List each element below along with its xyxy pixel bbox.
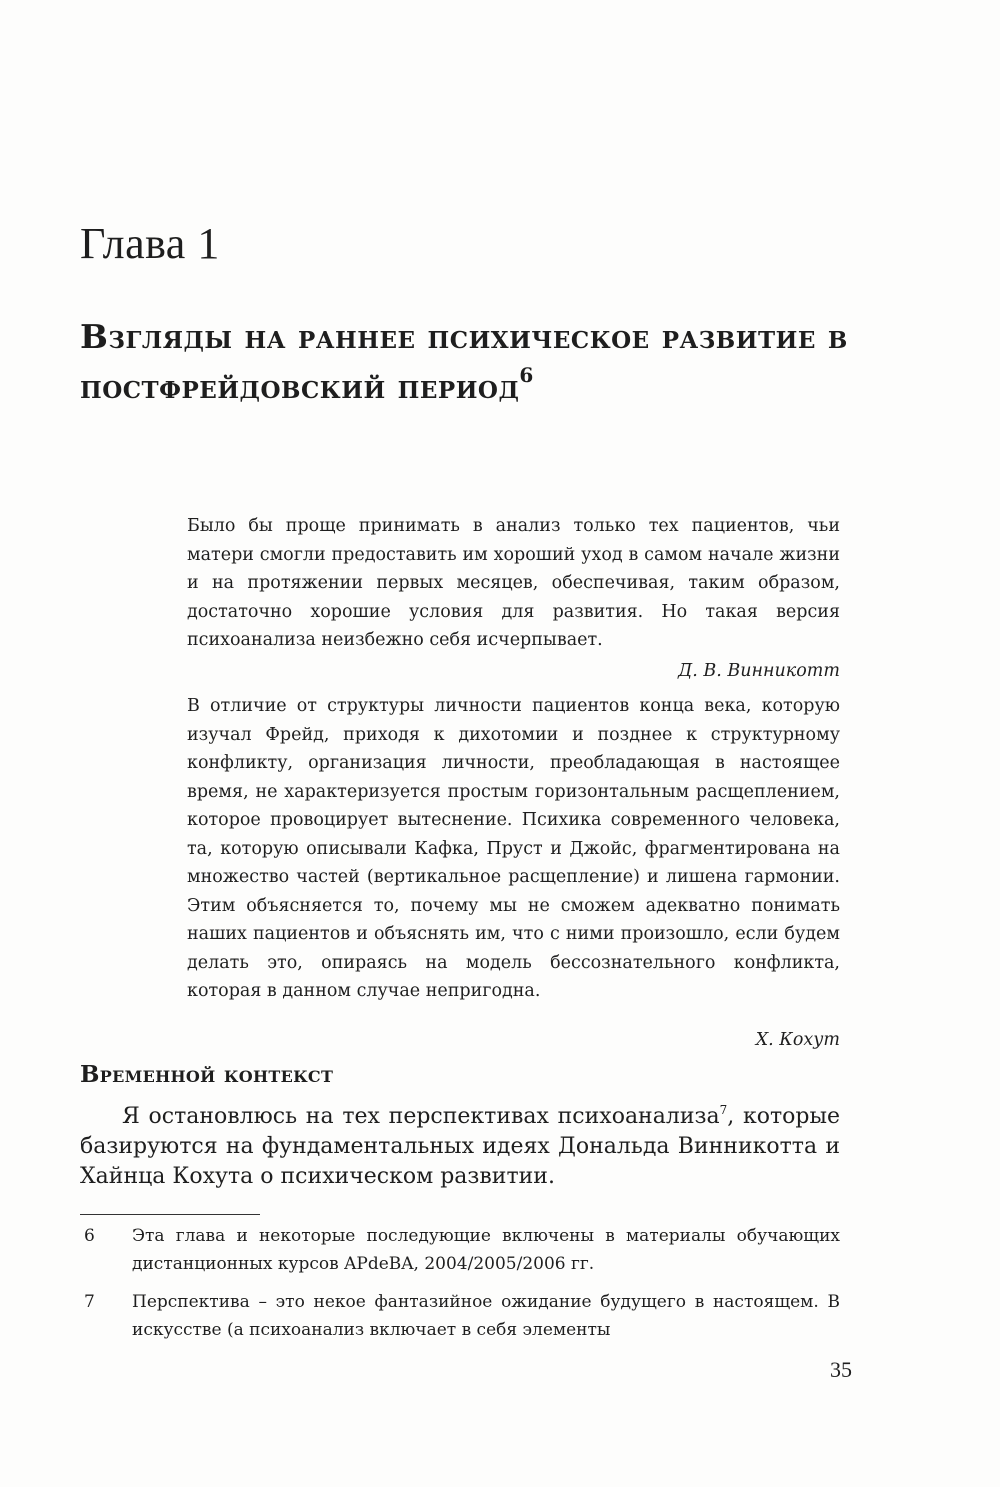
chapter-label: Глава 1 bbox=[80, 219, 220, 268]
footnote-number: 7 bbox=[84, 1292, 95, 1312]
footnote-text: Эта глава и некоторые последующие включены в материалы обучающих дистанционных курсов APdeBA, 2004/2005/2006 гг. bbox=[132, 1226, 840, 1274]
epigraph-winnicott: Было бы проще принимать в анализ только тех пациентов, чьи матери смогли предоставить им хороший уход в самом начале жизни и на протяжении первых месяцев, обеспечивая, таким образом, достаточно хорошие условия для развития. Но такая версия психоанализа неизбежно себя исчерпывает. bbox=[187, 516, 840, 650]
chapter-title-text: Взгляды на раннее психическое развитие в постфрейдовский период bbox=[80, 317, 848, 406]
body-footnote-ref[interactable]: 7 bbox=[719, 1103, 728, 1117]
section-heading: Временной контекст bbox=[80, 1061, 334, 1088]
chapter-title bbox=[80, 312, 900, 412]
body-paragraph-start: Я остановлюсь на тех перспективах психоанализа bbox=[122, 1104, 720, 1129]
footnote-6 bbox=[80, 1222, 840, 1278]
footnote-divider bbox=[80, 1214, 260, 1215]
body-paragraph bbox=[80, 1102, 840, 1192]
body-paragraph-end: , которые базируются на фундаментальных идеях Дональда Винникотта и Хайнца Кохута о психическом развитии. bbox=[80, 1104, 840, 1189]
chapter-title-footnote-ref[interactable]: 6 bbox=[519, 363, 534, 387]
footnote-text: Перспектива – это некое фантазийное ожидание будущего в настоящем. В искусстве (а психоанализ включает в себя элементы bbox=[132, 1292, 840, 1340]
epigraph-winnicott-author: Д. В. Винникотт bbox=[678, 661, 840, 681]
footnote-number: 6 bbox=[84, 1226, 95, 1246]
footnote-7 bbox=[80, 1288, 840, 1344]
epigraph-kohut: В отличие от структуры личности пациентов конца века, которую изучал Фрейд, приходя к дихотомии и позднее к структурному конфликту, организация личности, преобладающая в настоящее время, не характеризуется простым горизонтальным расщеплением, которое провоцирует вытеснение. Психика современного человека, та, которую описывали Кафка, Пруст и Джойс, фрагментирована на множество частей (вертикальное расщепление) и лишена гармонии. Этим объясняется то, почему мы не сможем адекватно понимать наших пациентов и объяснять им, что с ними произошло, если будем делать это, опираясь на модель бессознательного конфликта, которая в данном случае непригодна. bbox=[187, 696, 840, 1001]
epigraph-kohut-author: Х. Кохут bbox=[755, 1030, 840, 1050]
page-number: 35 bbox=[830, 1357, 852, 1382]
